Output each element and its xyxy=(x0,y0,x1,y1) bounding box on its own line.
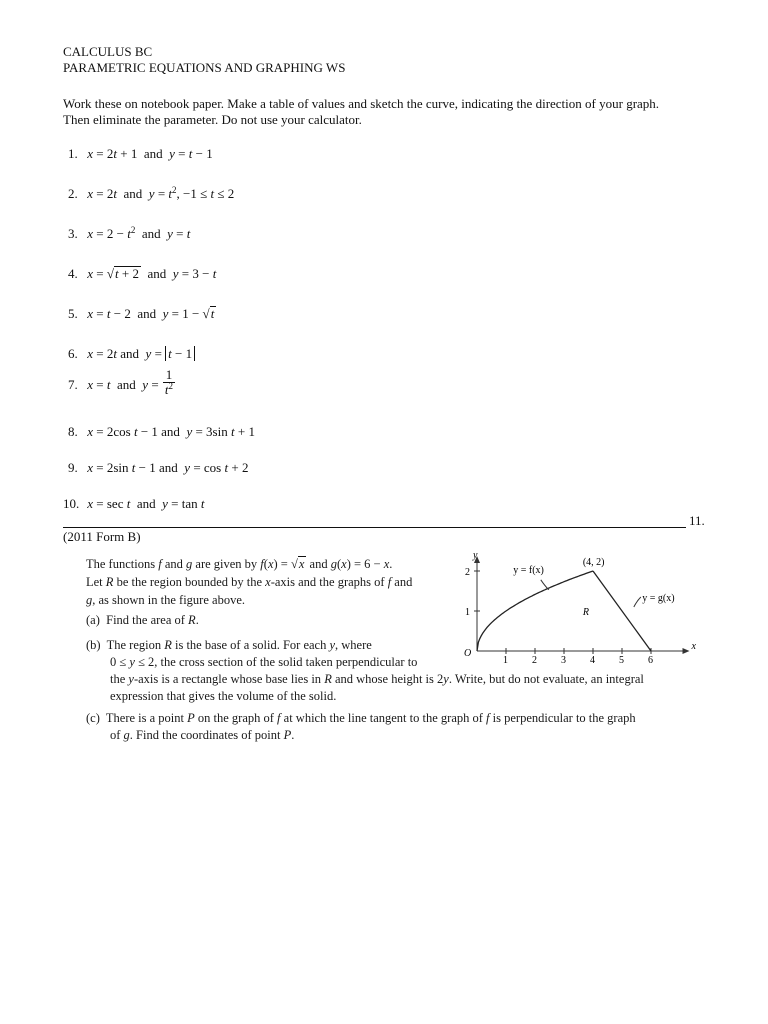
worksheet-title: PARAMETRIC EQUATIONS AND GRAPHING WS xyxy=(63,60,346,75)
problem-4 xyxy=(68,266,216,282)
problem-equation: x = 2sin t − 1 and y = cos t + 2 xyxy=(87,460,249,475)
y-tick-label: 2 xyxy=(465,567,470,578)
problem-number: 1. xyxy=(68,146,78,161)
problem-10 xyxy=(63,496,205,512)
ap-part-c-line-2: of g. Find the coordinates of point P. xyxy=(110,728,295,742)
problem-number: 9. xyxy=(68,460,78,475)
problem-5 xyxy=(68,306,216,322)
region-label: R xyxy=(582,607,589,618)
x-tick-label: 4 xyxy=(590,655,595,666)
problem-6 xyxy=(68,346,195,362)
ap-part-a: (a) Find the area of R. xyxy=(86,613,199,627)
problem-number: 3. xyxy=(68,226,78,241)
y-tick-label: 1 xyxy=(465,607,470,618)
problem-11-number: 11. xyxy=(689,513,705,528)
series-f-leader xyxy=(541,580,549,590)
ap-intro-line-2: Let R be the region bounded by the x-axis and the graphs of f and xyxy=(86,575,413,589)
point-annotation: (4, 2) xyxy=(582,557,605,568)
x-tick-label: 2 xyxy=(532,655,537,666)
problem-equation: x = √t + 2 and y = 3 − t xyxy=(87,266,217,281)
problem-equation: x = 2t and y = t − 1 xyxy=(87,346,195,361)
problem-3 xyxy=(68,226,190,242)
problem-equation: x = 2t and $y = t^2$, −1 ≤ t ≤ 2 xyxy=(87,185,235,201)
series-f-curve xyxy=(477,571,593,651)
y-axis-label: y xyxy=(473,550,478,561)
x-tick-label: 5 xyxy=(619,655,624,666)
problem-number: 4. xyxy=(68,266,78,281)
x-tick-label: 1 xyxy=(503,655,508,666)
ap-part-b-line-2: 0 ≤ y ≤ 2, the cross section of the solid taken perpendicular to xyxy=(110,655,418,669)
ap-intro-line-1: The functions f and g are given by f(x) = √x and g(x) = 6 − x. xyxy=(86,557,393,571)
problem-7 xyxy=(68,367,176,397)
ap-part-b-line-1: (b) The region R is the base of a solid. For each y, where xyxy=(86,638,372,652)
series-g-line xyxy=(593,571,651,651)
series-g-label: y = g(x) xyxy=(642,593,675,604)
problem-equation: $x = 2 - t^2$ and y = t xyxy=(87,225,191,241)
section-divider xyxy=(63,527,686,528)
x-axis-label: x xyxy=(691,641,696,652)
problem-equation: x = sec t and y = tan t xyxy=(87,496,205,511)
problem-equation: x = 2t + 1 and y = t − 1 xyxy=(87,146,213,161)
origin-label: O xyxy=(464,648,472,659)
x-tick-label: 3 xyxy=(561,655,566,666)
problem-number: 7. xyxy=(68,377,78,393)
problem-1 xyxy=(68,146,213,162)
x-tick-label: 6 xyxy=(648,655,653,666)
series-f-label: y = f(x) xyxy=(513,565,544,576)
problem-8 xyxy=(68,424,255,440)
ap-part-b-line-4: expression that gives the volume of the solid. xyxy=(110,689,337,703)
instructions-line-2: Then eliminate the parameter. Do not use your calculator. xyxy=(63,112,362,127)
problem-number: 2. xyxy=(68,186,78,201)
course-heading: CALCULUS BC xyxy=(63,44,153,59)
region-graph xyxy=(455,552,695,672)
instructions-line-1: Work these on notebook paper. Make a table of values and sketch the curve, indicating the direction of your graph. xyxy=(63,96,660,111)
problem-equation: x = t and y = $\frac{1}{t^2}$ xyxy=(87,377,176,392)
problem-number: 10. xyxy=(63,496,80,511)
problem-equation: x = 2cos t − 1 and y = 3sin t + 1 xyxy=(87,424,255,439)
series-g-leader xyxy=(634,597,641,607)
ap-intro-line-3: g, as shown in the figure above. xyxy=(86,593,245,607)
problem-number: 5. xyxy=(68,306,78,321)
problem-2 xyxy=(68,186,234,202)
ap-part-c-line-1: (c) There is a point P on the graph of f at which the line tangent to the graph of f is perpendicular to the graph xyxy=(86,711,636,725)
x-axis-arrow xyxy=(683,648,690,654)
ap-part-b-line-3: the y-axis is a rectangle whose base lies in R and whose height is 2y. Write, but do not evaluate, an integral xyxy=(110,672,644,686)
problem-9 xyxy=(68,460,248,476)
problem-number: 8. xyxy=(68,424,78,439)
problem-equation: x = t − 2 and y = 1 − √t xyxy=(87,306,215,321)
problem-number: 6. xyxy=(68,346,78,361)
problem-11-source: (2011 Form B) xyxy=(63,529,141,544)
